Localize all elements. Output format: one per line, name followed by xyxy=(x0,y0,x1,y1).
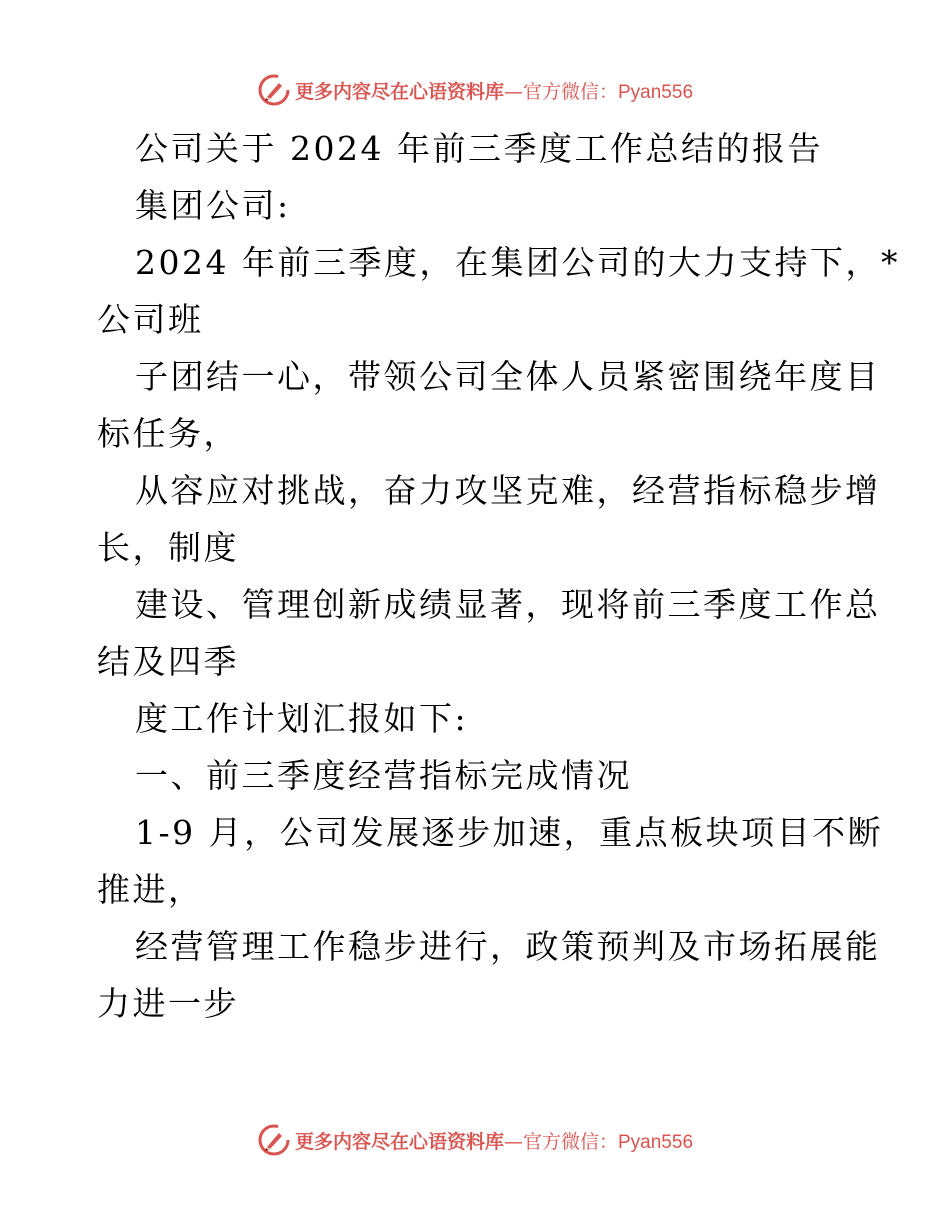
paragraph-line: 经营管理工作稳步进行，政策预判及市场拓展能 xyxy=(135,927,881,966)
brush-seal-icon xyxy=(257,1123,291,1157)
watermark-text xyxy=(295,1127,693,1154)
brush-seal-icon xyxy=(257,73,291,107)
paragraph-line: 标任务， xyxy=(97,414,239,453)
document-title: 公司关于 2024 年前三季度工作总结的报告 xyxy=(135,129,823,168)
paragraph-line: 长，制度 xyxy=(97,528,239,567)
section-heading: 一、前三季度经营指标完成情况 xyxy=(135,756,632,795)
paragraph-line: 从容应对挑战，奋力攻坚克难，经营指标稳步增 xyxy=(135,471,881,510)
paragraph-line: 度工作计划汇报如下: xyxy=(135,699,469,738)
watermark-site-text: 更多内容尽在心语资料库 xyxy=(294,80,504,103)
paragraph-line: 建设、管理创新成绩显著，现将前三季度工作总 xyxy=(135,585,881,624)
paragraph-line: 公司班 xyxy=(97,300,204,339)
paragraph-line: 子团结一心，带领公司全体人员紧密围绕年度目 xyxy=(135,357,881,396)
paragraph-line: 结及四季 xyxy=(97,642,239,681)
paragraph-line: 力进一步 xyxy=(97,984,239,1023)
document-body xyxy=(97,120,900,1032)
header-watermark xyxy=(0,70,950,110)
paragraph-line: 1-9 月，公司发展逐步加速，重点板块项目不断 xyxy=(135,813,884,852)
footer-watermark xyxy=(0,1120,950,1160)
watermark-wechat-label: 官方微信： xyxy=(522,80,618,103)
watermark-wechat-label: 官方微信： xyxy=(522,1130,618,1153)
watermark-wechat-id: Pyan556 xyxy=(618,1131,694,1153)
salutation: 集团公司: xyxy=(135,186,291,225)
watermark-wechat-id: Pyan556 xyxy=(618,81,694,103)
watermark-site-text: 更多内容尽在心语资料库 xyxy=(294,1130,504,1153)
watermark-separator: — xyxy=(503,1130,523,1153)
paragraph-line: 2024 年前三季度，在集团公司的大力支持下，* xyxy=(135,243,900,282)
paragraph-line: 推进， xyxy=(97,870,204,909)
watermark-separator: — xyxy=(503,80,523,103)
watermark-text xyxy=(295,77,693,104)
